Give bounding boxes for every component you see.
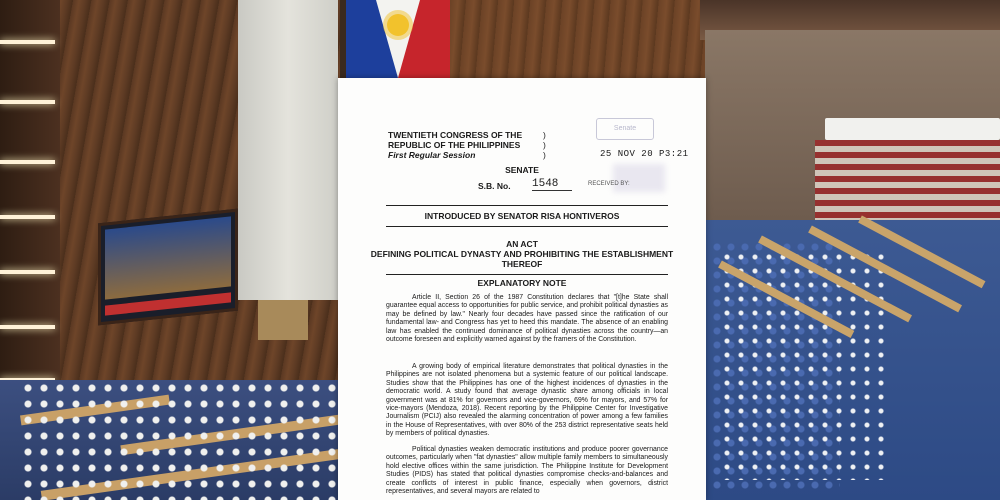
date-stamp: 25 NOV 20 P3:21 <box>600 149 689 159</box>
wall-light <box>0 40 55 44</box>
balcony-rail <box>825 118 1000 140</box>
senate-bill-document <box>338 78 706 500</box>
act-line-2: DEFINING POLITICAL DYNASTY AND PROHIBITING THE ESTABLISHMENT <box>370 249 674 259</box>
monitor-screen <box>98 209 238 326</box>
divider <box>386 226 668 227</box>
senate-label: SENATE <box>505 165 539 175</box>
philippine-flag <box>346 0 450 78</box>
parentheses: ) ) ) <box>543 130 546 160</box>
paragraph-3: Political dynasties weaken democratic institutions and produce poorer governance outcomes, particularly when "fat dynasties" allow multiple family members to simultaneously hold elective offices within the same jurisdiction. The Philippine Institute for Development Studies (PIDS) has stated that political dynasties compromise checks-and-balances and create conflicts of interest in public finance, especially when governors, district representatives, and several mayors are related to <box>386 446 668 496</box>
received-label: RECEIVED BY: <box>588 181 630 187</box>
senate-seal-stamp: Senate <box>596 118 654 140</box>
wall-light <box>0 325 55 329</box>
sun-icon <box>387 14 409 36</box>
introduced-by: INTRODUCED BY SENATOR RISA HONTIVEROS <box>424 211 620 221</box>
legislators-left <box>20 380 340 500</box>
explanatory-note-heading: EXPLANATORY NOTE <box>477 278 567 288</box>
act-line-1: AN ACT <box>506 239 538 249</box>
divider <box>386 205 668 206</box>
legislators <box>720 250 890 480</box>
wood-paneling-center <box>450 0 710 80</box>
act-line-3: THEREOF <box>501 259 543 269</box>
header-line-2: REPUBLIC OF THE PHILIPPINES <box>388 140 521 150</box>
header-line-1: TWENTIETH CONGRESS OF THE <box>388 130 523 140</box>
paragraph-2: A growing body of empirical literature demonstrates that political dynasties in the Philippines are not isolated phenomena but a systemic feature of our political landscape. Studies show that the Philippines has one of the highest incidences of dynasties in the democratic world. A study found that average dynastic share among officials in local government was at 81% for governors and vice-governors, 69% for mayors, and 57% for vice-mayors (Mendoza, 2018). Recent reporting by the Philippine Center for Investigative Journalism (PCIJ) also revealed the alarming concentration of power among a few families in the House of Representatives, with over 80% of the 253 district representative seats held by members of political dynasties. <box>386 363 668 438</box>
wall-light <box>0 215 55 219</box>
act-title <box>338 239 706 269</box>
congress-header <box>388 130 522 160</box>
podium <box>258 300 308 340</box>
gallery-seats <box>815 140 1000 230</box>
wall-light <box>0 270 55 274</box>
wall-light <box>0 160 55 164</box>
header-line-3: First Regular Session <box>388 150 476 160</box>
divider <box>386 274 668 275</box>
paragraph-1: Article II, Section 26 of the 1987 Constitution declares that "[t]he State shall guarantee equal access to opportunities for public service, and prohibit political dynasties as may be defined by law." Nearly four decades have passed since the ratification of our fundamental law- and Congress has yet to heed this mandate. The absence of an enabling law has enabled the continued dominance of political dynasties across the country—an outcome foreseen and explicitly warned against by the framers of the Constitution. <box>386 294 668 344</box>
sb-label: S.B. No. <box>478 181 511 191</box>
sb-number: 1548 <box>532 178 572 191</box>
stone-column <box>238 0 338 300</box>
wall-light <box>0 100 55 104</box>
